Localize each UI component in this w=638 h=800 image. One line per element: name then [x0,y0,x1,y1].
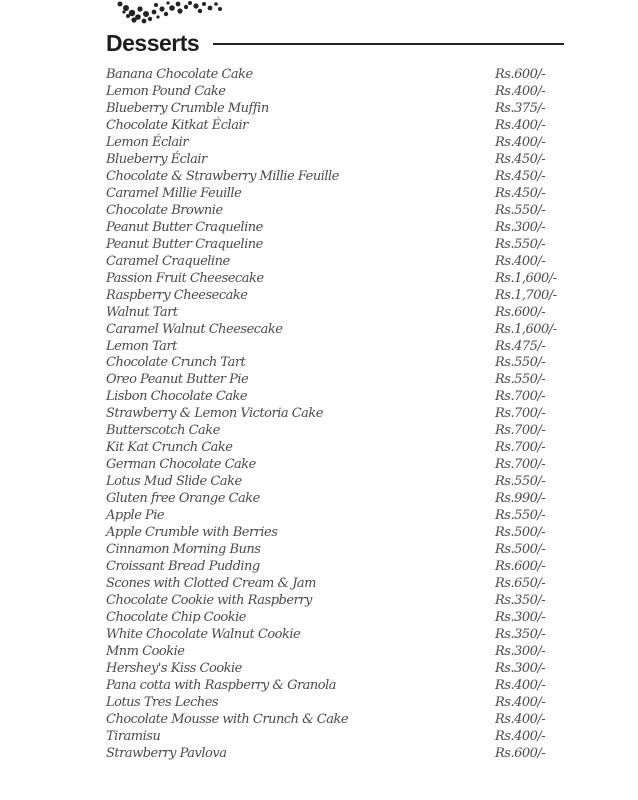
menu-item-row [106,169,566,186]
menu-item-price: Rs.450/- [495,185,546,201]
menu-item-name: Blueberry Éclair [106,151,207,167]
menu-item-name: Caramel Millie Feuille [106,185,242,201]
menu-item-name: Gluten free Orange Cake [106,491,260,507]
menu-item-name: Caramel Craqueline [106,253,230,269]
menu-item-name: Banana Chocolate Cake [106,67,253,82]
menu-item-price: Rs.700/- [495,406,546,422]
menu-item-row [106,288,566,305]
menu-item-row [106,406,566,423]
menu-item-row [106,695,566,712]
menu-item-row [106,457,566,474]
menu-item-price: Rs.300/- [495,643,546,659]
menu-item-row [106,389,566,406]
menu-item-name: Croissant Bread Pudding [106,559,260,575]
menu-item-row [106,746,566,763]
menu-item-row [106,67,566,84]
menu-item-row [106,559,566,576]
menu-item-name: Raspberry Cheesecake [106,287,248,303]
menu-item-row [106,322,566,339]
menu-item-name: Chocolate Kitkat Éclair [106,117,248,133]
menu-item-row [106,305,566,322]
menu-item-price: Rs.550/- [495,355,546,371]
menu-item-price: Rs.400/- [495,694,546,710]
section-title: Desserts [106,29,200,56]
menu-item-price: Rs.500/- [495,542,546,558]
menu-item-price: Rs.400/- [495,134,546,150]
menu-item-name: Peanut Butter Craqueline [106,236,263,252]
menu-item-name: Scones with Clotted Cream & Jam [106,576,316,592]
menu-item-price: Rs.700/- [495,389,546,405]
menu-item-row [106,237,566,254]
menu-item-price: Rs.700/- [495,423,546,439]
menu-item-name: Lemon Éclair [106,134,189,150]
menu-item-row [106,474,566,491]
menu-item-name: Strawberry Pavlova [106,745,227,761]
menu-item-row [106,254,566,271]
menu-item-price: Rs.1,600/- [495,321,557,337]
menu-item-row [106,729,566,746]
menu-item-price: Rs.400/- [495,677,546,693]
menu-item-row [106,423,566,440]
dessert-menu-list [106,67,566,763]
menu-item-row [106,678,566,695]
menu-item-price: Rs.350/- [495,626,546,642]
menu-item-price: Rs.400/- [495,83,546,99]
menu-item-row [106,152,566,169]
menu-item-price: Rs.600/- [495,559,546,575]
menu-item-row [106,440,566,457]
menu-item-name: Lotus Mud Slide Cake [106,474,242,490]
menu-item-price: Rs.400/- [495,253,546,269]
menu-item-price: Rs.450/- [495,151,546,167]
menu-item-name: Chocolate Cookie with Raspberry [106,593,312,609]
menu-item-row [106,271,566,288]
menu-item-price: Rs.300/- [495,219,546,235]
menu-item-name: Chocolate Crunch Tart [106,355,246,371]
menu-item-name: Chocolate & Strawberry Millie Feuille [106,168,339,184]
menu-item-row [106,84,566,101]
title-divider [213,43,564,45]
menu-item-price: Rs.550/- [495,508,546,524]
menu-item-row [106,661,566,678]
menu-item-name: Kit Kat Crunch Cake [106,440,233,456]
menu-item-row [106,644,566,661]
menu-item-name: Lemon Tart [106,338,177,354]
menu-item-name: Chocolate Chip Cookie [106,610,246,625]
menu-item-price: Rs.1,700/- [495,287,557,303]
menu-item-row [106,355,566,372]
menu-item-row [106,118,566,135]
menu-item-price: Rs.600/- [495,304,546,320]
menu-item-price: Rs.650/- [495,576,546,592]
menu-item-price: Rs.400/- [495,117,546,133]
menu-item-name: Pana cotta with Raspberry & Granola [106,677,337,693]
menu-item-name: White Chocolate Walnut Cookie [106,626,301,642]
menu-item-price: Rs.990/- [495,491,546,507]
menu-item-price: Rs.400/- [495,711,546,727]
menu-item-row [106,372,566,389]
berry-decoration-icon [110,0,230,26]
menu-item-name: German Chocolate Cake [106,457,256,473]
menu-item-price: Rs.700/- [495,440,546,456]
menu-item-name: Oreo Peanut Butter Pie [106,372,249,388]
menu-item-name: Lotus Tres Leches [106,694,219,710]
menu-item-price: Rs.350/- [495,593,546,609]
menu-item-name: Tiramisu [106,728,161,744]
menu-item-price: Rs.500/- [495,525,546,541]
menu-item-row [106,627,566,644]
menu-item-name: Strawberry & Lemon Victoria Cake [106,406,324,422]
menu-item-price: Rs.450/- [495,168,546,184]
menu-item-name: Mnm Cookie [106,643,185,659]
menu-item-row [106,101,566,118]
menu-item-name: Lemon Pound Cake [106,83,226,99]
menu-item-row [106,542,566,559]
menu-item-row [106,508,566,525]
menu-item-row [106,339,566,356]
menu-item-row [106,203,566,220]
menu-item-name: Caramel Walnut Cheesecake [106,321,283,337]
menu-item-price: Rs.1,600/- [495,270,557,286]
menu-item-price: Rs.300/- [495,610,546,625]
menu-item-price: Rs.475/- [495,338,546,354]
menu-item-name: Apple Crumble with Berries [106,525,278,541]
menu-item-price: Rs.550/- [495,202,546,218]
menu-item-price: Rs.550/- [495,474,546,490]
menu-item-price: Rs.600/- [495,67,546,82]
menu-item-row [106,593,566,610]
menu-item-price: Rs.550/- [495,236,546,252]
menu-item-row [106,525,566,542]
menu-item-name: Chocolate Mousse with Crunch & Cake [106,711,349,727]
menu-item-row [106,712,566,729]
menu-item-name: Lisbon Chocolate Cake [106,389,248,405]
menu-item-name: Chocolate Brownie [106,202,223,218]
menu-item-row [106,610,566,627]
menu-item-name: Apple Pie [106,508,165,524]
menu-item-price: Rs.600/- [495,745,546,761]
menu-item-price: Rs.375/- [495,100,546,116]
menu-item-row [106,186,566,203]
menu-item-price: Rs.300/- [495,660,546,676]
menu-item-price: Rs.400/- [495,728,546,744]
menu-item-row [106,491,566,508]
menu-item-price: Rs.700/- [495,457,546,473]
menu-item-name: Butterscotch Cake [106,423,220,439]
menu-item-row [106,135,566,152]
section-header [106,28,564,58]
menu-item-name: Walnut Tart [106,304,178,320]
menu-item-name: Hershey's Kiss Cookie [106,660,242,676]
menu-item-name: Blueberry Crumble Muffin [106,100,269,116]
menu-item-name: Peanut Butter Craqueline [106,219,263,235]
menu-item-name: Passion Fruit Cheesecake [106,270,264,286]
menu-item-price: Rs.550/- [495,372,546,388]
menu-item-row [106,576,566,593]
menu-item-row [106,220,566,237]
menu-item-name: Cinnamon Morning Buns [106,542,261,558]
